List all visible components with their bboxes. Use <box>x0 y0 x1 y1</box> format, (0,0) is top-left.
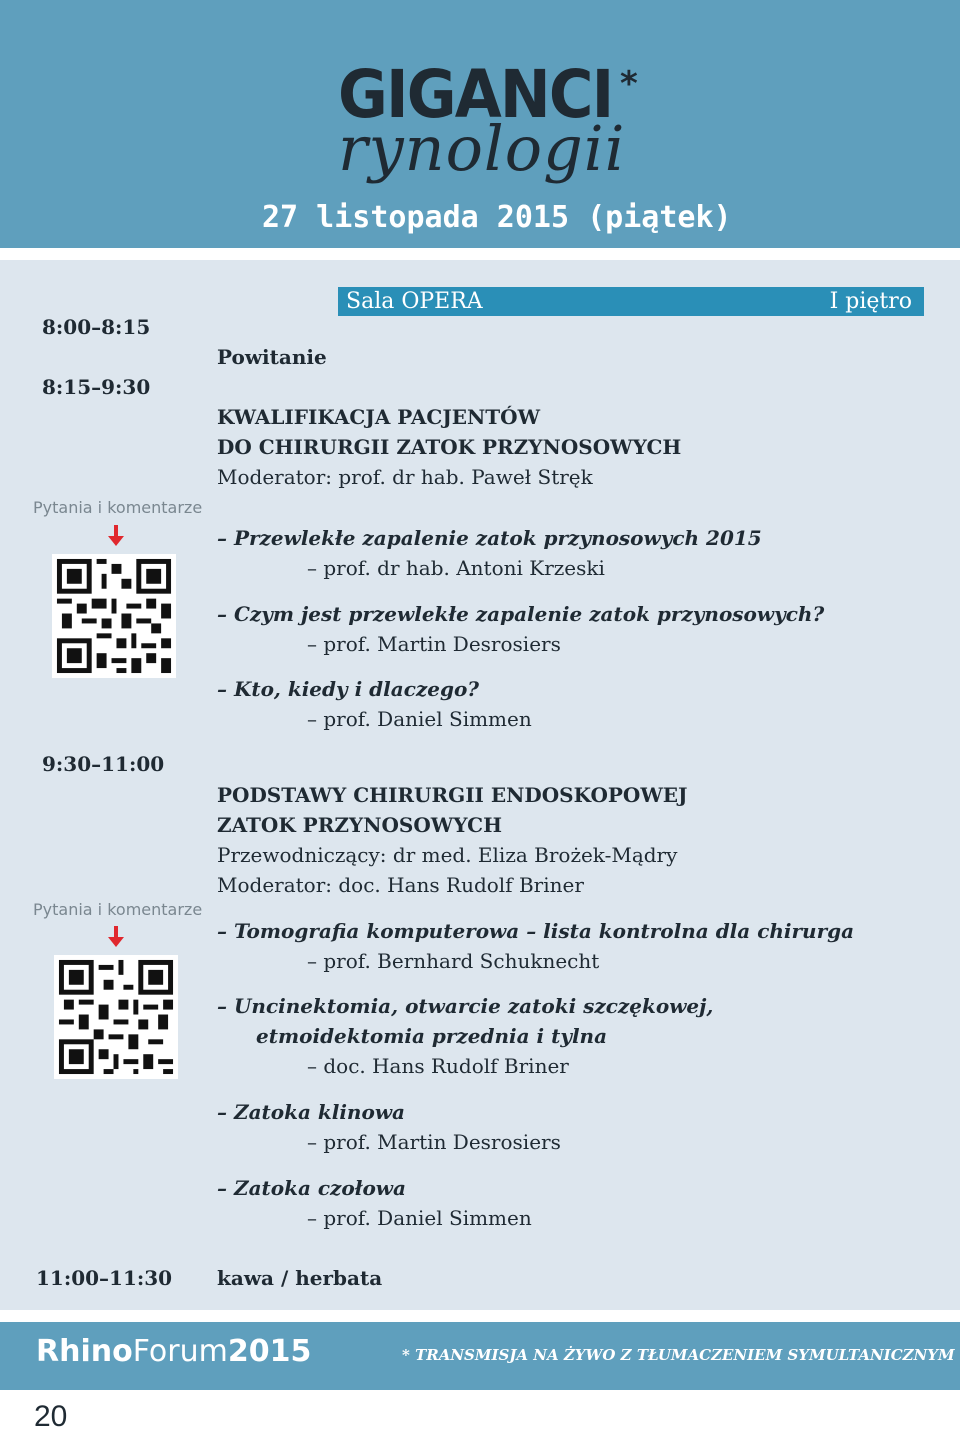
logo-title: GIGANCI <box>338 56 613 133</box>
qa-label-1: Pytania i komentarze <box>33 498 203 517</box>
session2-title-line2: ZATOK PRZYNOSOWYCH <box>217 813 502 837</box>
talk-speaker: – prof. Daniel Simmen <box>307 707 532 731</box>
time-slot-3: 9:30–11:00 <box>42 752 165 776</box>
talk-speaker: – prof. Martin Desrosiers <box>307 632 561 656</box>
session2-moderator: Moderator: doc. Hans Rudolf Briner <box>217 873 584 897</box>
room-floor: I piętro <box>829 289 912 314</box>
session1-title-line2: DO CHIRURGII ZATOK PRZYNOSOWYCH <box>217 435 682 459</box>
talk-title: – Przewlekłe zapalenie zatok przynosowych 2015 <box>217 526 762 550</box>
session1-title-line1: KWALIFIKACJA PACJENTÓW <box>217 405 541 429</box>
logo-asterisk: * <box>620 64 638 104</box>
talk-speaker: – prof. Daniel Simmen <box>307 1206 532 1230</box>
qr-code-icon[interactable] <box>54 955 178 1079</box>
session2-title-line1: PODSTAWY CHIRURGII ENDOSKOPOWEJ <box>217 783 688 807</box>
arrow-down-icon <box>107 525 125 547</box>
qa-label-2: Pytania i komentarze <box>33 900 203 919</box>
header-divider <box>0 248 960 260</box>
logo-subtitle: rynologii <box>338 112 626 185</box>
talk-speaker: – prof. dr hab. Antoni Krzeski <box>307 556 605 580</box>
page-number: 20 <box>34 1400 68 1433</box>
footer-logo-rhino: Rhino <box>36 1334 133 1369</box>
time-slot-4: 11:00–11:30 <box>36 1266 173 1290</box>
session1-moderator: Moderator: prof. dr hab. Paweł Stręk <box>217 465 593 489</box>
welcome-item: Powitanie <box>217 345 327 369</box>
room-name: Sala OPERA <box>346 289 483 314</box>
talk-title: – Tomografia komputerowa – lista kontrolna dla chirurga <box>217 919 855 943</box>
talk-title: – Czym jest przewlekłe zapalenie zatok przynosowych? <box>217 602 825 626</box>
footer-logo <box>36 1334 312 1369</box>
talk-title-line2: etmoidektomia przednia i tylna <box>256 1024 608 1048</box>
talk-title: – Uncinektomia, otwarcie zatoki szczękowej, <box>217 994 714 1018</box>
session2-chair: Przewodniczący: dr med. Eliza Brożek-Mądry <box>217 843 678 867</box>
event-date: 27 listopada 2015 (piątek) <box>262 200 732 235</box>
footer-logo-forum: Forum <box>132 1334 228 1369</box>
talk-speaker: – prof. Bernhard Schuknecht <box>307 949 600 973</box>
talk-title: – Kto, kiedy i dlaczego? <box>217 677 480 701</box>
talk-speaker: – prof. Martin Desrosiers <box>307 1130 561 1154</box>
talk-speaker: – doc. Hans Rudolf Briner <box>307 1054 569 1078</box>
qr-code-icon[interactable] <box>52 554 176 678</box>
talk-title: – Zatoka czołowa <box>217 1176 406 1200</box>
footer-logo-year: 2015 <box>227 1334 312 1369</box>
time-slot-1: 8:00–8:15 <box>42 315 151 339</box>
footer-note: * TRANSMISJA NA ŻYWO Z TŁUMACZENIEM SYMULTANICZNYM <box>402 1346 955 1364</box>
time-slot-2: 8:15–9:30 <box>42 375 151 399</box>
coffee-break: kawa / herbata <box>217 1266 383 1290</box>
talk-title: – Zatoka klinowa <box>217 1100 405 1124</box>
arrow-down-icon <box>107 926 125 948</box>
footer-divider <box>0 1310 960 1322</box>
